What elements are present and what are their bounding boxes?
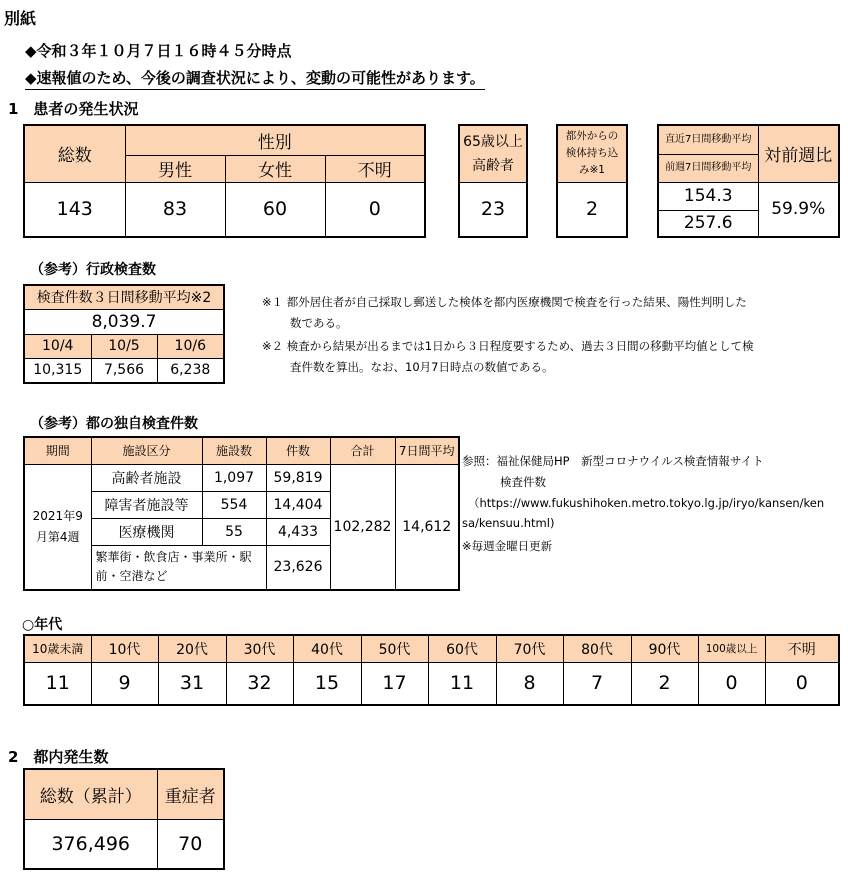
age-label: 10代 (91, 635, 158, 662)
admin-count: 6,238 (157, 358, 224, 383)
metro-ref-2: 検査件数 (500, 475, 546, 489)
metro-period: 2021年9月第4週 (24, 464, 91, 590)
avg-recent-value: 154.3 (658, 182, 758, 210)
age-value: 11 (24, 662, 91, 705)
metro-total: 102,282 (330, 464, 395, 590)
cumulative-total-value: 376,496 (24, 819, 157, 869)
age-label: 40代 (293, 635, 361, 662)
metro-facilities: 55 (202, 518, 266, 545)
disclaimer-line: ◆速報値のため、今後の調査状況により、変動の可能性があります。 (25, 67, 485, 90)
elderly-label (459, 125, 527, 182)
metro-header-total: 合計 (330, 437, 395, 464)
elderly-label-line2: 高齢者 (472, 157, 514, 174)
metro-category: 医療機関 (91, 518, 202, 545)
age-label: 70代 (496, 635, 563, 662)
metro-header-avg: 7日間平均 (395, 437, 459, 464)
metro-count: 4,433 (266, 518, 330, 545)
patient-table (23, 124, 426, 238)
male-label: 男性 (125, 155, 225, 182)
age-value: 17 (361, 662, 428, 705)
metro-category: 高齢者施設 (91, 464, 202, 491)
metro-facilities: 1,097 (202, 464, 266, 491)
age-label: 60代 (428, 635, 496, 662)
metro-count: 14,404 (266, 491, 330, 518)
age-value: 2 (631, 662, 698, 705)
metro-header-count: 件数 (266, 437, 330, 464)
age-label: 30代 (226, 635, 293, 662)
admin-count: 7,566 (91, 358, 157, 383)
age-label: 50代 (361, 635, 428, 662)
elderly-table (458, 124, 528, 238)
metro-tests-table (23, 436, 460, 591)
metro-category: 繁華街・飲食店・事業所・駅前・空港など (91, 545, 266, 590)
age-label: 不明 (765, 635, 839, 662)
outside-value: 2 (557, 182, 627, 237)
admin-tests-heading: （参考）行政検査数 (30, 262, 156, 278)
ratio-label: 対前週比 (758, 125, 839, 182)
severe-value: 70 (157, 819, 224, 869)
gender-label: 性別 (125, 125, 425, 155)
metro-header-period: 期間 (24, 437, 91, 464)
age-value: 8 (496, 662, 563, 705)
section2-heading: 2 都内発生数 (8, 748, 109, 766)
female-value: 60 (225, 182, 325, 237)
cumulative-table (23, 768, 225, 870)
cumulative-total-label: 総数（累計） (24, 769, 157, 819)
age-value: 31 (158, 662, 226, 705)
severe-label: 重症者 (157, 769, 224, 819)
total-value: 143 (24, 182, 125, 237)
metro-count: 59,819 (266, 464, 330, 491)
admin-tests-table (23, 284, 225, 384)
metro-ref-1: 参照：福祉保健局HP 新型コロナウイルス検査情報サイト (462, 454, 764, 468)
section1-heading: 1 患者の発生状況 (8, 100, 139, 118)
age-label: 100歳以上 (698, 635, 765, 662)
note-1b: 数である。 (290, 316, 348, 330)
elderly-label-line1: 65歳以上 (463, 133, 523, 150)
metro-header-facilities: 施設数 (202, 437, 266, 464)
age-value: 9 (91, 662, 158, 705)
metro-category: 障害者施設等 (91, 491, 202, 518)
metro-tests-heading: （参考）都の独自検査件数 (30, 416, 198, 432)
note-1a: ※１ 都外居住者が自己採取し郵送した検体を都内医療機関で検査を行った結果、陽性判明した (262, 295, 747, 309)
unknown-value: 0 (325, 182, 425, 237)
metro-ref-4: sa/kensuu.html) (462, 516, 555, 530)
elderly-value: 23 (459, 182, 527, 237)
admin-tests-label: 検査件数３日間移動平均※2 (24, 285, 224, 309)
age-label: 90代 (631, 635, 698, 662)
age-value: 15 (293, 662, 361, 705)
age-value: 0 (765, 662, 839, 705)
age-value: 0 (698, 662, 765, 705)
age-label: 10歳未満 (24, 635, 91, 662)
metro-facilities: 554 (202, 491, 266, 518)
metro-ref-5: ※毎週金曜日更新 (462, 539, 553, 553)
admin-date: 10/5 (91, 334, 157, 358)
unknown-label: 不明 (325, 155, 425, 182)
female-label: 女性 (225, 155, 325, 182)
avg-prev-value: 257.6 (658, 210, 758, 237)
metro-header-category: 施設区分 (91, 437, 202, 464)
total-label: 総数 (24, 125, 125, 182)
age-value: 32 (226, 662, 293, 705)
admin-count: 10,315 (24, 358, 91, 383)
admin-date: 10/6 (157, 334, 224, 358)
outside-label: 都外からの検体持ち込み※1 (557, 125, 627, 182)
ratio-value: 59.9% (758, 182, 839, 237)
metro-count: 23,626 (266, 545, 330, 590)
male-value: 83 (125, 182, 225, 237)
admin-tests-value: 8,039.7 (24, 309, 224, 334)
note-2a: ※２ 検査から結果が出るまでは1日から３日程度要するため、過去３日間の移動平均値として検 (262, 339, 754, 353)
age-heading: ○年代 (22, 617, 63, 633)
age-table (23, 634, 840, 706)
avg-prev-label: 前週7日間移動平均 (658, 154, 758, 182)
moving-average-table (657, 124, 840, 238)
age-label: 80代 (563, 635, 631, 662)
timestamp-line: ◆令和３年１０月７日１６時４５分時点 (25, 42, 292, 60)
age-value: 11 (428, 662, 496, 705)
note-2b: 査件数を算出。なお、10月7日時点の数値である。 (290, 360, 554, 374)
avg-recent-label: 直近7日間移動平均 (658, 125, 758, 154)
metro-ref-3: （https://www.fukushihoken.metro.tokyo.lg.jp/iryo/kansen/ken (468, 496, 825, 510)
metro-avg7: 14,612 (395, 464, 459, 590)
outside-table (556, 124, 628, 238)
admin-date: 10/4 (24, 334, 91, 358)
age-value: 7 (563, 662, 631, 705)
page-title: 別紙 (4, 9, 37, 28)
age-label: 20代 (158, 635, 226, 662)
